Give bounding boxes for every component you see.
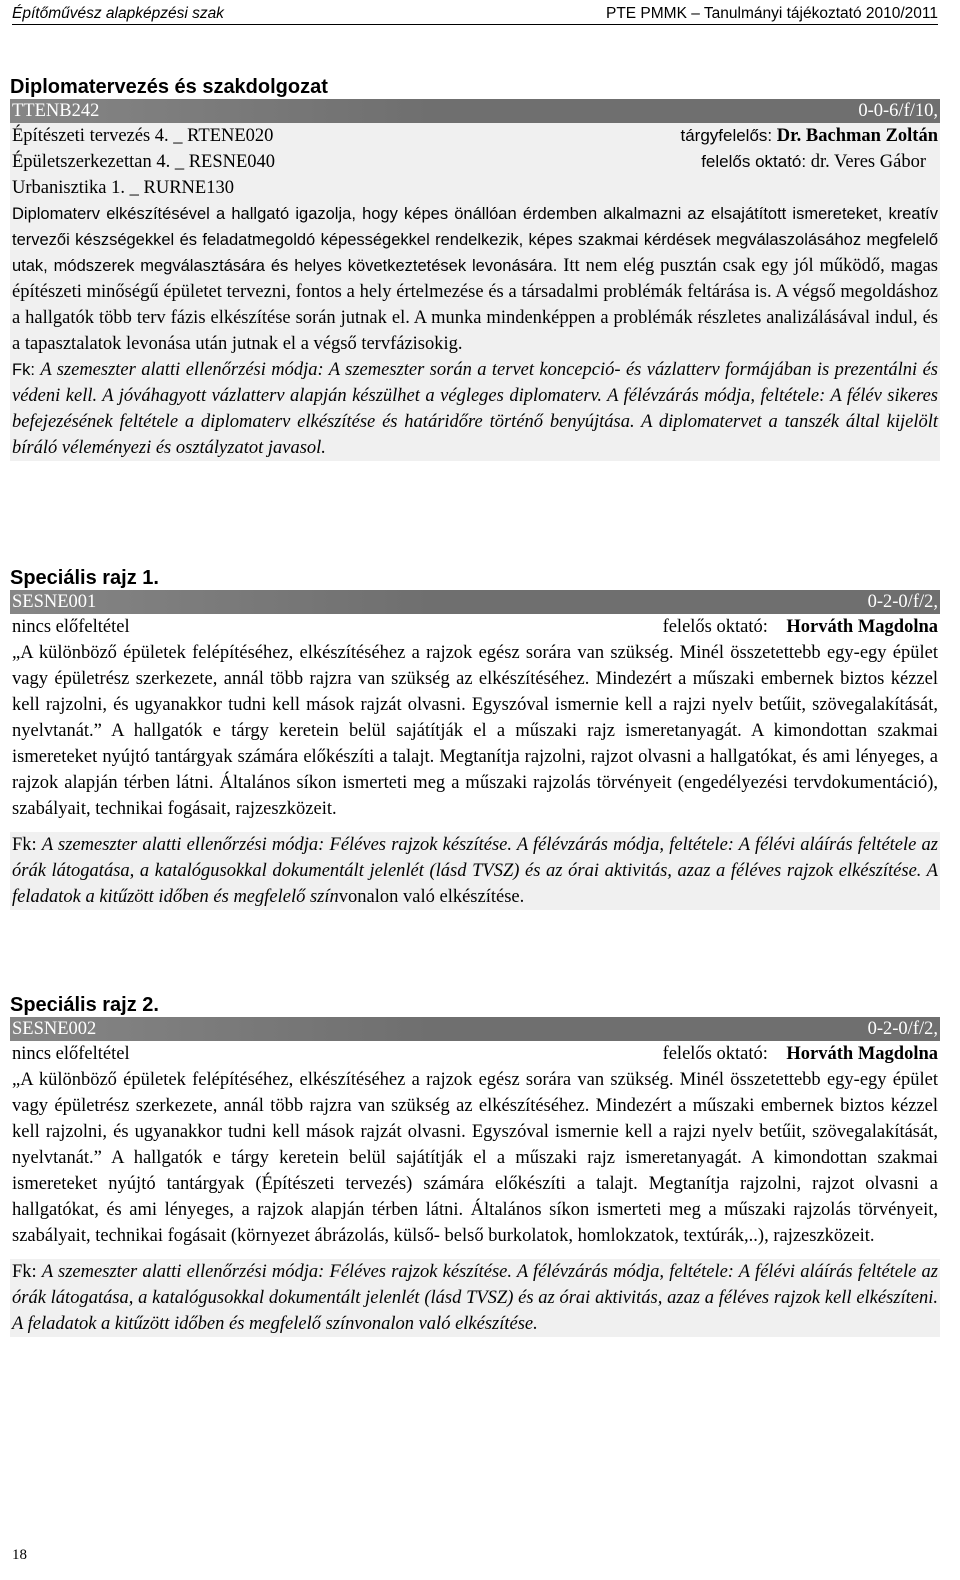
- course-description: „A különböző épületek felépítéséhez, elkészítéséhez a rajzok egész sorára van szükség. Minél összetettebb egy-egy épület vagy épületrész szerkezete, annál több rajzra van szükség az elkészítéséhez. Mindezért a műszaki embernek biztos kézzel kell rajzolni, és ugyanakkor tudni kell mások rajzát olvasni. Egyszóval ismernie kell a rajzi nyelv betűit, szövegalakítását, nyelvtanát.” A hallgatók e tárgy keretein belül sajátítják el a műszaki rajz ismeretanyagát. A kimondottan szakmai ismereteket nyújtó tantárgyak számára előkészíti a talajt. Megtanítja rajzolni, rajzot olvasni a hallgatókat, és ami lényeges, a rajzok alapján térben látni. Általános síkon ismerteti meg a műszaki rajzolás törvényeit (engedélyezési tervdokumentáció), szabályait, technikai fogásait, rajzeszközeit.: [12, 643, 938, 819]
- course-code: TTENB242: [12, 101, 100, 121]
- lecturer-meta: [701, 149, 926, 175]
- course-section-drawing-1: [10, 566, 940, 910]
- meta-value: Dr. Bachman Zoltán: [776, 126, 938, 146]
- course-title: Diplomatervezés és szakdolgozat: [10, 76, 328, 98]
- course-credit: 0-0-6/f/10,: [858, 101, 938, 121]
- assessment-text-tail: vonalon való elkészítése.: [338, 887, 525, 907]
- prereq-item: Urbanisztika 1. _ RURNE130: [12, 178, 234, 198]
- assessment-text: A szemeszter alatti ellenőrzési módja: Féléves rajzok készítése. A félévzárás módja, feltétele: A félévi aláírás feltétele az órák látogatása, a katalógusokkal dokumentált jelenlét (lásd TVSZ) és az órai aktivitás, azaz a féléves rajzok kell elkészíteni. A feladatok a kitűzött időben és megfelelő színvonalon való elkészítése.: [12, 1262, 938, 1334]
- assessment-prefix: Fk:: [12, 835, 37, 855]
- assessment-prefix: Fk:: [12, 1262, 37, 1282]
- responsible-meta: [680, 123, 938, 149]
- prereq-item: Építészeti tervezés 4. _ RTENE020: [12, 126, 274, 146]
- running-header: [12, 2, 938, 24]
- assessment-prefix: Fk:: [12, 361, 35, 379]
- meta-label: felelős oktató:: [662, 617, 768, 637]
- prereq-row: [10, 1041, 940, 1067]
- page-number: 18: [12, 1547, 27, 1563]
- header-divider: [12, 24, 938, 25]
- meta-label: felelős oktató:: [662, 1044, 768, 1064]
- course-body: [10, 123, 940, 461]
- prereq-row: [10, 175, 940, 201]
- lecturer-meta: [663, 1041, 938, 1067]
- course-description: [10, 201, 940, 357]
- assessment-text: A szemeszter alatti ellenőrzési módja: Féléves rajzok készítése. A félévzárás módja, feltétele: A félévi aláírás feltétele az órák látogatása, a katalógusokkal dokumentált jelenlét (lásd TVSZ) és az órai aktivitás, azaz a féléves rajzok elkészítése. A feladatok a kitűzött időben és megfelelő szín: [12, 835, 938, 907]
- header-program-name: Építőművész alapképzési szak: [12, 5, 224, 22]
- meta-value: Horváth Magdolna: [786, 617, 938, 637]
- meta-label: tárgyfelelős:: [680, 126, 773, 145]
- description-part-1: Diplomaterv elkészítésével a hallgató igazolja, hogy képes önállóan érdemben alkalmazni az elsajátított ismereteket, kreatív tervezői készségekkel és feladatmegoldó képességekkel rendelkezik, képes szakmai kérdések megválaszolásához megfelelő utak, módszerek megválasztására és helyes következtetések levonására.: [12, 205, 938, 275]
- lecturer-meta: [663, 614, 938, 640]
- course-code-bar: [10, 99, 940, 123]
- header-publication-title: PTE PMMK – Tanulmányi tájékoztató 2010/2011: [605, 5, 938, 22]
- course-code-bar: [10, 590, 940, 614]
- course-code-bar: [10, 1017, 940, 1041]
- course-credit: 0-2-0/f/2,: [867, 1019, 938, 1039]
- meta-value: Horváth Magdolna: [786, 1044, 938, 1064]
- prereq-row: [10, 614, 940, 640]
- course-title: Speciális rajz 1.: [10, 567, 159, 589]
- prereq-item: Épületszerkezettan 4. _ RESNE040: [12, 152, 276, 172]
- course-credit: 0-2-0/f/2,: [867, 592, 938, 612]
- prereq-item: nincs előfeltétel: [12, 617, 130, 637]
- prereq-row: [10, 123, 940, 149]
- course-section-diploma: [10, 75, 940, 461]
- assessment-paragraph: [10, 1259, 940, 1337]
- course-section-drawing-2: [10, 993, 940, 1337]
- prereq-row: [10, 149, 940, 175]
- assessment-text: A szemeszter alatti ellenőrzési módja: A szemeszter során a tervet koncepció- és vázlatterv formájában is prezentálni és védeni kell. A jóváhagyott vázlatterv alapján készülhet a végleges diplomaterv. A félévzárás módja, feltétele: A félév sikeres befejezésének feltétele a diplomaterv elkészítése és határidőre történő benyújtása. A diplomatervet a tanszék által kijelölt bíráló véleményezi és osztályzatot javasol.: [12, 360, 939, 458]
- description-part-2: Itt nem elég pusztán csak egy jól működő, magas építészeti minőségű épületet tervezni, fontos a hely értelmezése és a társadalmi problémák feltárása is. A végső megoldáshoz a hallgatók több terv fázis elkészítése során jutnak el. A munka mindenképpen a problémák részletes analizálásával indul, és a tapasztalatok levonása után jutnak el a végső tervfázisokig.: [12, 256, 938, 354]
- course-code: SESNE002: [12, 1019, 97, 1039]
- prereq-item: nincs előfeltétel: [12, 1044, 130, 1064]
- course-code: SESNE001: [12, 592, 97, 612]
- course-description: „A különböző épületek felépítéséhez, elkészítéséhez a rajzok egész sorára van szükség. Minél összetettebb egy-egy épület vagy épületrész szerkezete, annál több rajzra van szükség az elkészítéséhez. Mindezért a műszaki embernek biztos kézzel kell rajzolni, és ugyanakkor tudni kell mások rajzát olvasni. Egyszóval ismernie kell a rajzi nyelv betűit, szövegalakítását, nyelvtanát.” A hallgatók e tárgy keretein belül sajátítják el a műszaki rajz ismeretanyagát. A kimondottan szakmai ismereteket nyújtó tantárgyak (Építészeti tervezés) számára előkészíti a talajt. Megtanítja rajzolni, rajzot olvasni a hallgatókat, és ami lényeges, a rajzok alapján térben látni. Általános síkon ismerteti meg a műszaki rajzolás törvényeit, szabályait, technikai fogásait (környezet ábrázolás, külső- belső burkolatok, homlokzatok, textúrák,..), rajzeszközeit.: [12, 1070, 938, 1246]
- meta-value: dr. Veres Gábor: [810, 152, 926, 172]
- meta-label: felelős oktató:: [701, 152, 807, 171]
- assessment-paragraph: [10, 832, 940, 910]
- assessment-paragraph: [10, 357, 940, 461]
- course-title: Speciális rajz 2.: [10, 994, 159, 1016]
